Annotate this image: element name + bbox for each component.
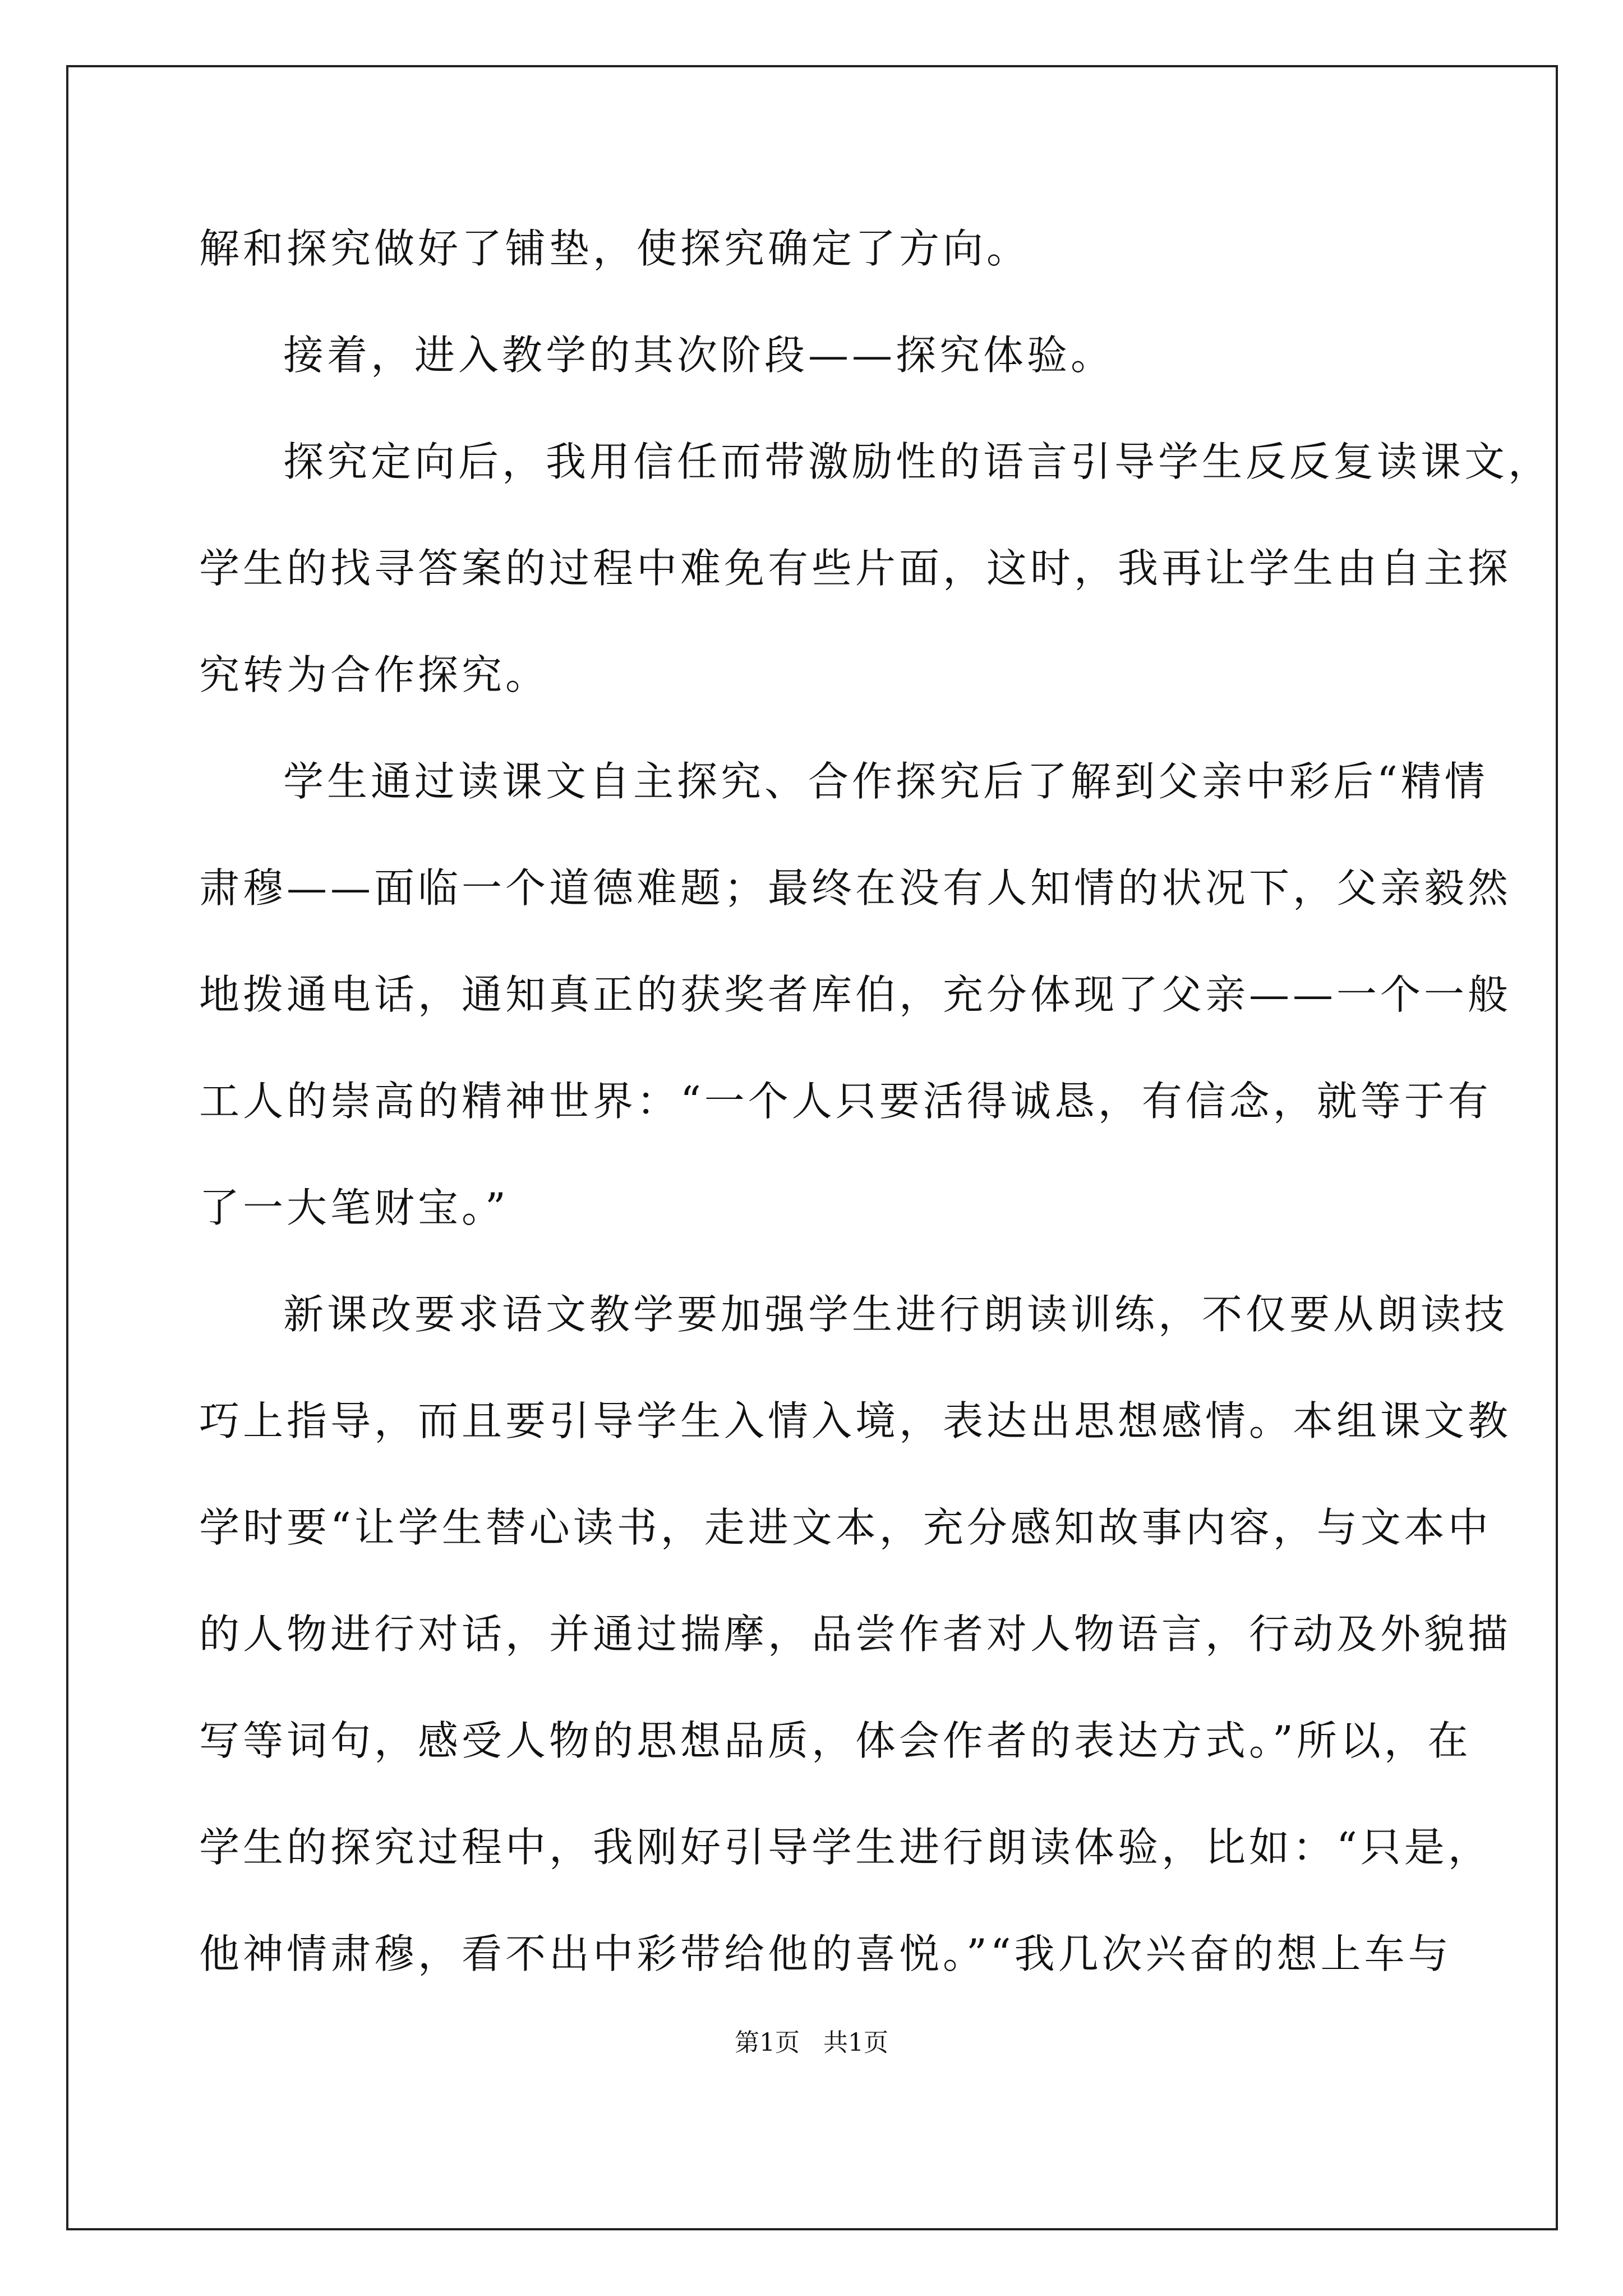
text-line: 学生的探究过程中，我刚好引导学生进行朗读体验，比如：“只是， (199, 1824, 1492, 1871)
page-number: 第1页 (735, 2028, 800, 2057)
text-line: 新课改要求语文教学要加强学生进行朗读训练，不仅要从朗读技 (283, 1291, 1509, 1338)
text-line: 巧上指导，而且要引导学生入情入境，表达出思想感情。本组课文教 (199, 1397, 1512, 1444)
text-line: 探究定向后，我用信任而带激励性的语言引导学生反反复读课文， (283, 438, 1552, 485)
text-line: 究转为合作探究。 (199, 651, 550, 698)
text-line: 写等词句，感受人物的思想品质，体会作者的表达方式。”所以，在 (199, 1717, 1472, 1764)
text-line: 工人的崇高的精神世界：“一个人只要活得诚恳，有信念，就等于有 (199, 1078, 1492, 1125)
text-line: 接着，进入教学的其次阶段——探究体验。 (283, 332, 1115, 379)
document-body (199, 195, 1552, 2007)
text-line: 学生的找寻答案的过程中难免有些片面，这时，我再让学生由自主探 (199, 545, 1512, 592)
text-line: 地拨通电话，通知真正的获奖者库伯，充分体现了父亲——一个一般 (199, 971, 1512, 1018)
text-line: 解和探究做好了铺垫，使探究确定了方向。 (199, 225, 1031, 272)
text-line: 了一大笔财宝。” (199, 1184, 509, 1231)
text-line: 他神情肃穆，看不出中彩带给他的喜悦。”“我几次兴奋的想上车与 (199, 1930, 1452, 1977)
text-line: 肃穆——面临一个道德难题；最终在没有人知情的状况下，父亲毅然 (199, 864, 1512, 912)
page-total: 共1页 (823, 2028, 888, 2057)
page-footer (0, 2022, 1623, 2058)
text-line: 的人物进行对话，并通过揣摩，品尝作者对人物语言，行动及外貌描 (199, 1611, 1512, 1658)
text-line: 学生通过读课文自主探究、合作探究后了解到父亲中彩后“精情 (283, 758, 1488, 805)
text-line: 学时要“让学生替心读书，走进文本，充分感知故事内容，与文本中 (199, 1504, 1492, 1551)
